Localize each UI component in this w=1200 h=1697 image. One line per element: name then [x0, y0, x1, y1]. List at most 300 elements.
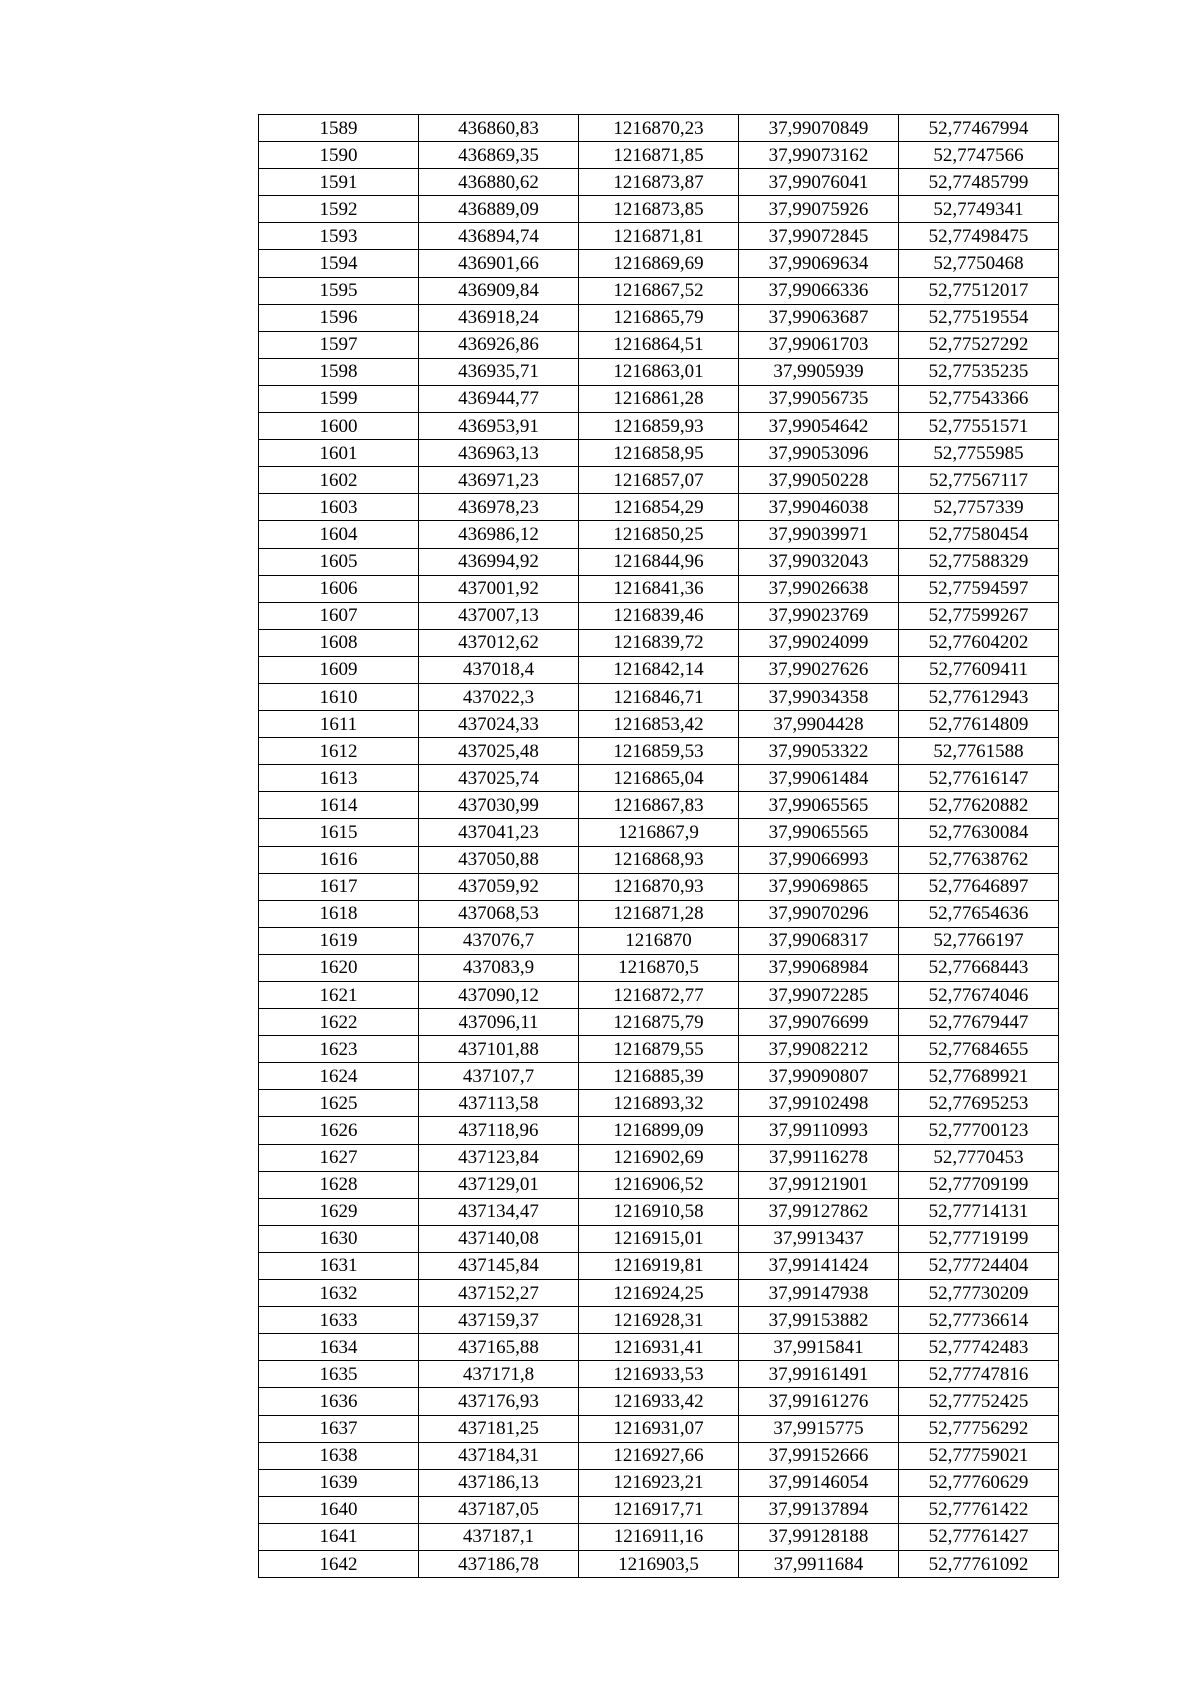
latitude-cell: 52,77654636 — [899, 900, 1059, 927]
y-coordinate-cell: 1216854,29 — [579, 494, 739, 521]
point-number-cell: 1625 — [259, 1090, 419, 1117]
table-row — [259, 927, 1059, 954]
x-coordinate-cell: 437159,37 — [419, 1307, 579, 1334]
x-coordinate-cell: 437165,88 — [419, 1334, 579, 1361]
x-coordinate-cell: 437140,08 — [419, 1225, 579, 1252]
latitude-cell: 52,77612943 — [899, 683, 1059, 710]
y-coordinate-cell: 1216906,52 — [579, 1171, 739, 1198]
longitude-cell: 37,99065565 — [739, 792, 899, 819]
table-row — [259, 1144, 1059, 1171]
table-row — [259, 819, 1059, 846]
latitude-cell: 52,7766197 — [899, 927, 1059, 954]
y-coordinate-cell: 1216844,96 — [579, 548, 739, 575]
table-row — [259, 1252, 1059, 1279]
y-coordinate-cell: 1216873,85 — [579, 196, 739, 223]
y-coordinate-cell: 1216867,9 — [579, 819, 739, 846]
point-number-cell: 1597 — [259, 331, 419, 358]
x-coordinate-cell: 436901,66 — [419, 250, 579, 277]
longitude-cell: 37,99128188 — [739, 1523, 899, 1550]
table-row — [259, 1469, 1059, 1496]
x-coordinate-cell: 436918,24 — [419, 304, 579, 331]
table-row — [259, 440, 1059, 467]
x-coordinate-cell: 437186,13 — [419, 1469, 579, 1496]
longitude-cell: 37,99050228 — [739, 467, 899, 494]
y-coordinate-cell: 1216928,31 — [579, 1307, 739, 1334]
y-coordinate-cell: 1216865,79 — [579, 304, 739, 331]
latitude-cell: 52,77752425 — [899, 1388, 1059, 1415]
latitude-cell: 52,7757339 — [899, 494, 1059, 521]
latitude-cell: 52,77668443 — [899, 954, 1059, 981]
point-number-cell: 1611 — [259, 711, 419, 738]
longitude-cell: 37,99082212 — [739, 1036, 899, 1063]
x-coordinate-cell: 437181,25 — [419, 1415, 579, 1442]
y-coordinate-cell: 1216871,85 — [579, 142, 739, 169]
table-row — [259, 1009, 1059, 1036]
longitude-cell: 37,99068984 — [739, 954, 899, 981]
longitude-cell: 37,99121901 — [739, 1171, 899, 1198]
x-coordinate-cell: 436926,86 — [419, 331, 579, 358]
x-coordinate-cell: 436935,71 — [419, 358, 579, 385]
x-coordinate-cell: 436880,62 — [419, 169, 579, 196]
table-row — [259, 1171, 1059, 1198]
point-number-cell: 1621 — [259, 982, 419, 1009]
point-number-cell: 1593 — [259, 223, 419, 250]
table-row — [259, 1307, 1059, 1334]
table-row — [259, 900, 1059, 927]
point-number-cell: 1637 — [259, 1415, 419, 1442]
x-coordinate-cell: 437022,3 — [419, 683, 579, 710]
x-coordinate-cell: 436971,23 — [419, 467, 579, 494]
y-coordinate-cell: 1216841,36 — [579, 575, 739, 602]
y-coordinate-cell: 1216917,71 — [579, 1496, 739, 1523]
point-number-cell: 1602 — [259, 467, 419, 494]
latitude-cell: 52,77736614 — [899, 1307, 1059, 1334]
x-coordinate-cell: 436978,23 — [419, 494, 579, 521]
point-number-cell: 1614 — [259, 792, 419, 819]
y-coordinate-cell: 1216861,28 — [579, 385, 739, 412]
latitude-cell: 52,77674046 — [899, 982, 1059, 1009]
latitude-cell: 52,77700123 — [899, 1117, 1059, 1144]
y-coordinate-cell: 1216859,53 — [579, 738, 739, 765]
table-row — [259, 1334, 1059, 1361]
x-coordinate-cell: 437096,11 — [419, 1009, 579, 1036]
y-coordinate-cell: 1216893,32 — [579, 1090, 739, 1117]
point-number-cell: 1590 — [259, 142, 419, 169]
latitude-cell: 52,77679447 — [899, 1009, 1059, 1036]
latitude-cell: 52,77551571 — [899, 413, 1059, 440]
x-coordinate-cell: 437187,1 — [419, 1523, 579, 1550]
y-coordinate-cell: 1216924,25 — [579, 1280, 739, 1307]
table-row — [259, 629, 1059, 656]
x-coordinate-cell: 436889,09 — [419, 196, 579, 223]
longitude-cell: 37,99127862 — [739, 1198, 899, 1225]
x-coordinate-cell: 436944,77 — [419, 385, 579, 412]
point-number-cell: 1592 — [259, 196, 419, 223]
y-coordinate-cell: 1216902,69 — [579, 1144, 739, 1171]
y-coordinate-cell: 1216911,16 — [579, 1523, 739, 1550]
table-row — [259, 765, 1059, 792]
point-number-cell: 1628 — [259, 1171, 419, 1198]
longitude-cell: 37,99066993 — [739, 846, 899, 873]
longitude-cell: 37,9915841 — [739, 1334, 899, 1361]
y-coordinate-cell: 1216931,41 — [579, 1334, 739, 1361]
y-coordinate-cell: 1216870,5 — [579, 954, 739, 981]
longitude-cell: 37,99069865 — [739, 873, 899, 900]
longitude-cell: 37,99137894 — [739, 1496, 899, 1523]
latitude-cell: 52,77759021 — [899, 1442, 1059, 1469]
x-coordinate-cell: 437176,93 — [419, 1388, 579, 1415]
x-coordinate-cell: 436860,83 — [419, 115, 579, 142]
y-coordinate-cell: 1216853,42 — [579, 711, 739, 738]
table-row — [259, 196, 1059, 223]
latitude-cell: 52,77761422 — [899, 1496, 1059, 1523]
point-number-cell: 1632 — [259, 1280, 419, 1307]
point-number-cell: 1639 — [259, 1469, 419, 1496]
longitude-cell: 37,99053322 — [739, 738, 899, 765]
point-number-cell: 1609 — [259, 656, 419, 683]
x-coordinate-cell: 437007,13 — [419, 602, 579, 629]
y-coordinate-cell: 1216869,69 — [579, 250, 739, 277]
latitude-cell: 52,77747816 — [899, 1361, 1059, 1388]
x-coordinate-cell: 437107,7 — [419, 1063, 579, 1090]
latitude-cell: 52,7749341 — [899, 196, 1059, 223]
latitude-cell: 52,77756292 — [899, 1415, 1059, 1442]
point-number-cell: 1633 — [259, 1307, 419, 1334]
table-row — [259, 277, 1059, 304]
latitude-cell: 52,77638762 — [899, 846, 1059, 873]
table-row — [259, 1388, 1059, 1415]
x-coordinate-cell: 436894,74 — [419, 223, 579, 250]
longitude-cell: 37,99153882 — [739, 1307, 899, 1334]
y-coordinate-cell: 1216933,53 — [579, 1361, 739, 1388]
longitude-cell: 37,99152666 — [739, 1442, 899, 1469]
point-number-cell: 1619 — [259, 927, 419, 954]
x-coordinate-cell: 437018,4 — [419, 656, 579, 683]
longitude-cell: 37,99116278 — [739, 1144, 899, 1171]
longitude-cell: 37,99061703 — [739, 331, 899, 358]
x-coordinate-cell: 437145,84 — [419, 1252, 579, 1279]
longitude-cell: 37,99054642 — [739, 413, 899, 440]
point-number-cell: 1612 — [259, 738, 419, 765]
x-coordinate-cell: 436994,92 — [419, 548, 579, 575]
table-row — [259, 413, 1059, 440]
latitude-cell: 52,77588329 — [899, 548, 1059, 575]
latitude-cell: 52,77609411 — [899, 656, 1059, 683]
y-coordinate-cell: 1216915,01 — [579, 1225, 739, 1252]
latitude-cell: 52,77709199 — [899, 1171, 1059, 1198]
longitude-cell: 37,99053096 — [739, 440, 899, 467]
longitude-cell: 37,99102498 — [739, 1090, 899, 1117]
y-coordinate-cell: 1216885,39 — [579, 1063, 739, 1090]
x-coordinate-cell: 437001,92 — [419, 575, 579, 602]
point-number-cell: 1620 — [259, 954, 419, 981]
latitude-cell: 52,77761427 — [899, 1523, 1059, 1550]
x-coordinate-cell: 436986,12 — [419, 521, 579, 548]
y-coordinate-cell: 1216867,52 — [579, 277, 739, 304]
point-number-cell: 1599 — [259, 385, 419, 412]
y-coordinate-cell: 1216864,51 — [579, 331, 739, 358]
x-coordinate-cell: 437123,84 — [419, 1144, 579, 1171]
table-row — [259, 1225, 1059, 1252]
latitude-cell: 52,77543366 — [899, 385, 1059, 412]
y-coordinate-cell: 1216867,83 — [579, 792, 739, 819]
latitude-cell: 52,77730209 — [899, 1280, 1059, 1307]
longitude-cell: 37,99023769 — [739, 602, 899, 629]
longitude-cell: 37,99065565 — [739, 819, 899, 846]
table-row — [259, 1036, 1059, 1063]
longitude-cell: 37,99072285 — [739, 982, 899, 1009]
x-coordinate-cell: 437068,53 — [419, 900, 579, 927]
latitude-cell: 52,77761092 — [899, 1550, 1059, 1577]
longitude-cell: 37,99072845 — [739, 223, 899, 250]
table-row — [259, 738, 1059, 765]
table-row — [259, 1523, 1059, 1550]
latitude-cell: 52,77467994 — [899, 115, 1059, 142]
latitude-cell: 52,77485799 — [899, 169, 1059, 196]
latitude-cell: 52,77695253 — [899, 1090, 1059, 1117]
y-coordinate-cell: 1216842,14 — [579, 656, 739, 683]
y-coordinate-cell: 1216850,25 — [579, 521, 739, 548]
point-number-cell: 1617 — [259, 873, 419, 900]
point-number-cell: 1642 — [259, 1550, 419, 1577]
latitude-cell: 52,77512017 — [899, 277, 1059, 304]
latitude-cell: 52,7755985 — [899, 440, 1059, 467]
point-number-cell: 1603 — [259, 494, 419, 521]
x-coordinate-cell: 437059,92 — [419, 873, 579, 900]
longitude-cell: 37,99063687 — [739, 304, 899, 331]
point-number-cell: 1607 — [259, 602, 419, 629]
point-number-cell: 1627 — [259, 1144, 419, 1171]
x-coordinate-cell: 437030,99 — [419, 792, 579, 819]
y-coordinate-cell: 1216870,23 — [579, 115, 739, 142]
latitude-cell: 52,77689921 — [899, 1063, 1059, 1090]
table-row — [259, 385, 1059, 412]
latitude-cell: 52,77519554 — [899, 304, 1059, 331]
point-number-cell: 1629 — [259, 1198, 419, 1225]
point-number-cell: 1634 — [259, 1334, 419, 1361]
table-row — [259, 1496, 1059, 1523]
y-coordinate-cell: 1216870,93 — [579, 873, 739, 900]
point-number-cell: 1600 — [259, 413, 419, 440]
table-row — [259, 683, 1059, 710]
latitude-cell: 52,77594597 — [899, 575, 1059, 602]
point-number-cell: 1605 — [259, 548, 419, 575]
longitude-cell: 37,9915775 — [739, 1415, 899, 1442]
x-coordinate-cell: 437041,23 — [419, 819, 579, 846]
x-coordinate-cell: 437024,33 — [419, 711, 579, 738]
table-row — [259, 1280, 1059, 1307]
table-row — [259, 548, 1059, 575]
x-coordinate-cell: 437129,01 — [419, 1171, 579, 1198]
table-row — [259, 575, 1059, 602]
y-coordinate-cell: 1216857,07 — [579, 467, 739, 494]
x-coordinate-cell: 437050,88 — [419, 846, 579, 873]
coordinates-table — [258, 114, 1059, 1578]
longitude-cell: 37,99066336 — [739, 277, 899, 304]
longitude-cell: 37,99076699 — [739, 1009, 899, 1036]
longitude-cell: 37,99161491 — [739, 1361, 899, 1388]
y-coordinate-cell: 1216873,87 — [579, 169, 739, 196]
y-coordinate-cell: 1216903,5 — [579, 1550, 739, 1577]
y-coordinate-cell: 1216870 — [579, 927, 739, 954]
longitude-cell: 37,99034358 — [739, 683, 899, 710]
x-coordinate-cell: 437186,78 — [419, 1550, 579, 1577]
longitude-cell: 37,99161276 — [739, 1388, 899, 1415]
latitude-cell: 52,77604202 — [899, 629, 1059, 656]
longitude-cell: 37,99026638 — [739, 575, 899, 602]
latitude-cell: 52,77614809 — [899, 711, 1059, 738]
longitude-cell: 37,99032043 — [739, 548, 899, 575]
point-number-cell: 1616 — [259, 846, 419, 873]
longitude-cell: 37,99090807 — [739, 1063, 899, 1090]
longitude-cell: 37,99110993 — [739, 1117, 899, 1144]
longitude-cell: 37,99070296 — [739, 900, 899, 927]
table-row — [259, 115, 1059, 142]
y-coordinate-cell: 1216919,81 — [579, 1252, 739, 1279]
latitude-cell: 52,7750468 — [899, 250, 1059, 277]
x-coordinate-cell: 437012,62 — [419, 629, 579, 656]
table-row — [259, 711, 1059, 738]
y-coordinate-cell: 1216871,81 — [579, 223, 739, 250]
latitude-cell: 52,77616147 — [899, 765, 1059, 792]
table-row — [259, 304, 1059, 331]
latitude-cell: 52,77620882 — [899, 792, 1059, 819]
x-coordinate-cell: 436869,35 — [419, 142, 579, 169]
latitude-cell: 52,77714131 — [899, 1198, 1059, 1225]
y-coordinate-cell: 1216859,93 — [579, 413, 739, 440]
longitude-cell: 37,99141424 — [739, 1252, 899, 1279]
y-coordinate-cell: 1216839,72 — [579, 629, 739, 656]
table-row — [259, 521, 1059, 548]
table-row — [259, 954, 1059, 981]
table-row — [259, 142, 1059, 169]
x-coordinate-cell: 437113,58 — [419, 1090, 579, 1117]
table-row — [259, 1117, 1059, 1144]
latitude-cell: 52,77719199 — [899, 1225, 1059, 1252]
y-coordinate-cell: 1216923,21 — [579, 1469, 739, 1496]
y-coordinate-cell: 1216899,09 — [579, 1117, 739, 1144]
latitude-cell: 52,77684655 — [899, 1036, 1059, 1063]
latitude-cell: 52,7770453 — [899, 1144, 1059, 1171]
x-coordinate-cell: 437187,05 — [419, 1496, 579, 1523]
table-row — [259, 1090, 1059, 1117]
x-coordinate-cell: 436953,91 — [419, 413, 579, 440]
point-number-cell: 1631 — [259, 1252, 419, 1279]
x-coordinate-cell: 437101,88 — [419, 1036, 579, 1063]
longitude-cell: 37,9911684 — [739, 1550, 899, 1577]
point-number-cell: 1598 — [259, 358, 419, 385]
x-coordinate-cell: 437090,12 — [419, 982, 579, 1009]
coordinates-table-body — [259, 115, 1059, 1578]
x-coordinate-cell: 437025,48 — [419, 738, 579, 765]
y-coordinate-cell: 1216865,04 — [579, 765, 739, 792]
point-number-cell: 1615 — [259, 819, 419, 846]
x-coordinate-cell: 437134,47 — [419, 1198, 579, 1225]
y-coordinate-cell: 1216872,77 — [579, 982, 739, 1009]
y-coordinate-cell: 1216931,07 — [579, 1415, 739, 1442]
longitude-cell: 37,99068317 — [739, 927, 899, 954]
table-row — [259, 1361, 1059, 1388]
longitude-cell: 37,99039971 — [739, 521, 899, 548]
longitude-cell: 37,99146054 — [739, 1469, 899, 1496]
y-coordinate-cell: 1216875,79 — [579, 1009, 739, 1036]
point-number-cell: 1623 — [259, 1036, 419, 1063]
latitude-cell: 52,77630084 — [899, 819, 1059, 846]
longitude-cell: 37,99061484 — [739, 765, 899, 792]
longitude-cell: 37,99073162 — [739, 142, 899, 169]
point-number-cell: 1606 — [259, 575, 419, 602]
longitude-cell: 37,9913437 — [739, 1225, 899, 1252]
table-row — [259, 1442, 1059, 1469]
longitude-cell: 37,99069634 — [739, 250, 899, 277]
y-coordinate-cell: 1216858,95 — [579, 440, 739, 467]
longitude-cell: 37,99075926 — [739, 196, 899, 223]
x-coordinate-cell: 437152,27 — [419, 1280, 579, 1307]
table-row — [259, 982, 1059, 1009]
table-row — [259, 169, 1059, 196]
point-number-cell: 1626 — [259, 1117, 419, 1144]
x-coordinate-cell: 437025,74 — [419, 765, 579, 792]
x-coordinate-cell: 437076,7 — [419, 927, 579, 954]
table-row — [259, 656, 1059, 683]
latitude-cell: 52,7747566 — [899, 142, 1059, 169]
y-coordinate-cell: 1216927,66 — [579, 1442, 739, 1469]
point-number-cell: 1613 — [259, 765, 419, 792]
latitude-cell: 52,77760629 — [899, 1469, 1059, 1496]
latitude-cell: 52,77599267 — [899, 602, 1059, 629]
table-row — [259, 846, 1059, 873]
x-coordinate-cell: 437118,96 — [419, 1117, 579, 1144]
point-number-cell: 1635 — [259, 1361, 419, 1388]
table-row — [259, 250, 1059, 277]
point-number-cell: 1596 — [259, 304, 419, 331]
table-row — [259, 494, 1059, 521]
latitude-cell: 52,77498475 — [899, 223, 1059, 250]
point-number-cell: 1594 — [259, 250, 419, 277]
table-row — [259, 358, 1059, 385]
longitude-cell: 37,99070849 — [739, 115, 899, 142]
point-number-cell: 1591 — [259, 169, 419, 196]
latitude-cell: 52,77724404 — [899, 1252, 1059, 1279]
point-number-cell: 1640 — [259, 1496, 419, 1523]
point-number-cell: 1608 — [259, 629, 419, 656]
table-row — [259, 873, 1059, 900]
longitude-cell: 37,99076041 — [739, 169, 899, 196]
point-number-cell: 1638 — [259, 1442, 419, 1469]
table-row — [259, 1415, 1059, 1442]
latitude-cell: 52,77742483 — [899, 1334, 1059, 1361]
y-coordinate-cell: 1216879,55 — [579, 1036, 739, 1063]
y-coordinate-cell: 1216839,46 — [579, 602, 739, 629]
point-number-cell: 1618 — [259, 900, 419, 927]
table-row — [259, 1550, 1059, 1577]
y-coordinate-cell: 1216933,42 — [579, 1388, 739, 1415]
y-coordinate-cell: 1216868,93 — [579, 846, 739, 873]
point-number-cell: 1601 — [259, 440, 419, 467]
table-row — [259, 331, 1059, 358]
point-number-cell: 1624 — [259, 1063, 419, 1090]
x-coordinate-cell: 437171,8 — [419, 1361, 579, 1388]
y-coordinate-cell: 1216910,58 — [579, 1198, 739, 1225]
point-number-cell: 1595 — [259, 277, 419, 304]
longitude-cell: 37,99027626 — [739, 656, 899, 683]
point-number-cell: 1622 — [259, 1009, 419, 1036]
point-number-cell: 1641 — [259, 1523, 419, 1550]
latitude-cell: 52,77567117 — [899, 467, 1059, 494]
latitude-cell: 52,77527292 — [899, 331, 1059, 358]
point-number-cell: 1604 — [259, 521, 419, 548]
point-number-cell: 1610 — [259, 683, 419, 710]
